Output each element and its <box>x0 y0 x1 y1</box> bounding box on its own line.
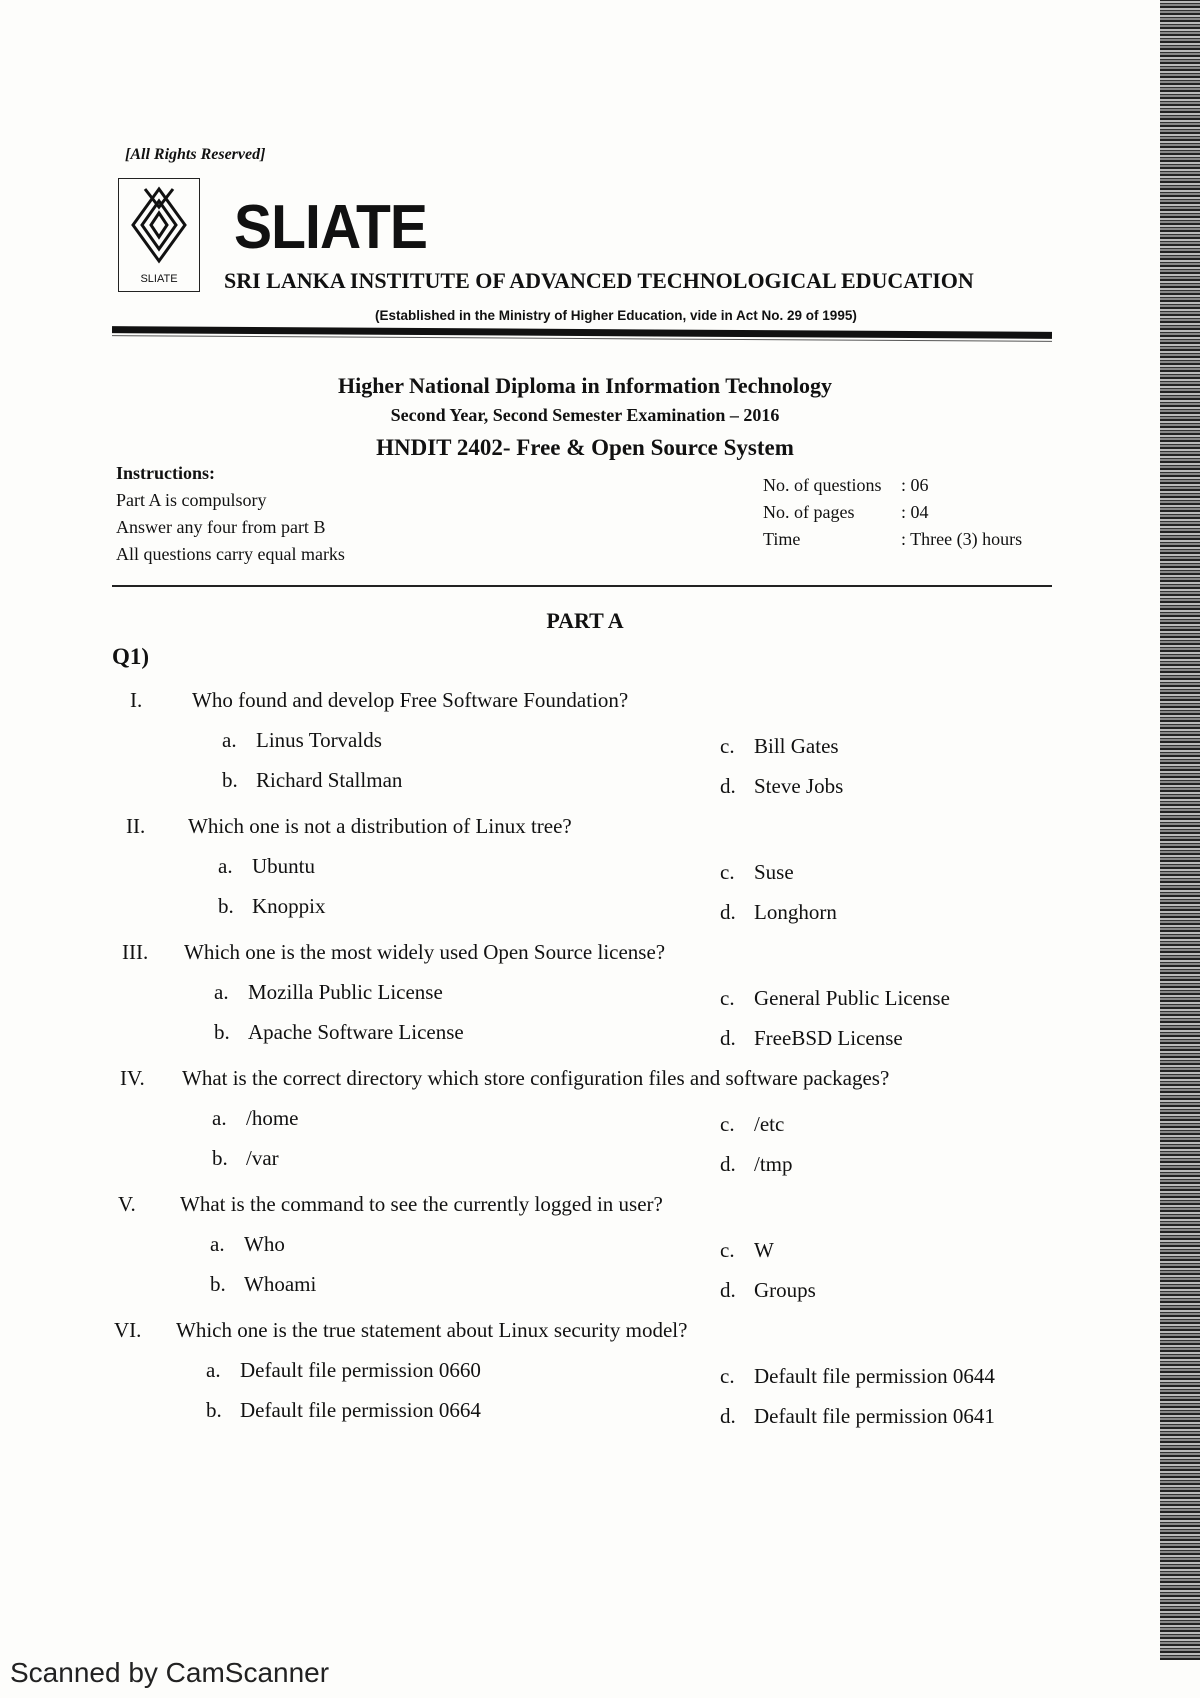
institute-logo <box>118 178 200 292</box>
option-text: Linus Torvalds <box>256 728 382 752</box>
answer-option <box>720 1364 995 1389</box>
program-title: Higher National Diploma in Information Technology <box>337 373 833 398</box>
option-text: W <box>754 1238 774 1262</box>
option-letter: a. <box>214 980 229 1004</box>
course-title: HNDIT 2402- Free & Open Source System <box>376 435 794 460</box>
institute-name: SRI LANKA INSTITUTE OF ADVANCED TECHNOLOGICAL EDUCATION <box>224 268 974 293</box>
meta-value: : Three (3) hours <box>901 529 1023 549</box>
option-letter: a. <box>218 854 233 878</box>
instructions-heading: Instructions: <box>116 463 216 483</box>
answer-option <box>720 1278 816 1303</box>
option-letter: b. <box>212 1146 228 1170</box>
option-text: Longhorn <box>754 900 837 924</box>
instructions <box>116 460 345 568</box>
answer-option <box>720 900 837 925</box>
option-text: Default file permission 0641 <box>754 1404 995 1428</box>
answer-option <box>222 768 402 793</box>
option-letter: b. <box>206 1398 222 1422</box>
option-letter: b. <box>218 894 234 918</box>
question-numeral: VI. <box>114 1318 142 1342</box>
option-text: Whoami <box>244 1272 317 1296</box>
option-text: /var <box>246 1146 279 1170</box>
answer-option <box>218 854 315 879</box>
option-text: Groups <box>754 1278 816 1302</box>
answer-option <box>720 1026 903 1051</box>
instruction-line: All questions carry equal marks <box>116 544 345 564</box>
answer-option <box>720 734 839 759</box>
option-letter: a. <box>212 1106 227 1130</box>
logo-caption: SLIATE <box>140 273 178 285</box>
option-text: Mozilla Public License <box>248 980 443 1004</box>
established-note: (Established in the Ministry of Higher Education, vide in Act No. 29 of 1995) <box>375 308 857 323</box>
option-letter: a. <box>206 1358 221 1382</box>
question-numeral: II. <box>126 814 146 838</box>
option-text: Apache Software License <box>248 1020 464 1044</box>
option-text: Default file permission 0664 <box>240 1398 481 1422</box>
meta-value: : 04 <box>901 502 929 522</box>
option-text: General Public License <box>754 986 950 1010</box>
option-letter: a. <box>210 1232 225 1256</box>
option-text: Default file permission 0644 <box>754 1364 995 1388</box>
question-numeral: V. <box>118 1192 136 1216</box>
scan-edge <box>1160 0 1200 1660</box>
answer-option <box>720 860 794 885</box>
question-number: Q1) <box>112 644 150 669</box>
answer-option <box>720 1112 784 1137</box>
question-text: Which one is not a distribution of Linux tree? <box>188 814 572 838</box>
option-text: /tmp <box>754 1152 793 1176</box>
option-text: Ubuntu <box>252 854 315 878</box>
answer-option <box>212 1146 279 1171</box>
option-letter: c. <box>720 986 735 1010</box>
option-letter: d. <box>720 1278 736 1302</box>
option-letter: a. <box>222 728 237 752</box>
option-letter: b. <box>214 1020 230 1044</box>
option-text: Bill Gates <box>754 734 839 758</box>
brand-name: SLIATE <box>234 193 428 262</box>
option-letter: d. <box>720 1404 736 1428</box>
answer-option <box>210 1232 285 1257</box>
part-heading: PART A <box>546 608 624 633</box>
exam-session: Second Year, Second Semester Examination – 2016 <box>390 405 780 425</box>
option-letter: c. <box>720 1112 735 1136</box>
answer-option <box>206 1398 481 1423</box>
answer-option <box>212 1106 299 1131</box>
meta-label: No. of pages <box>763 502 855 522</box>
option-letter: c. <box>720 734 735 758</box>
answer-option <box>206 1358 481 1383</box>
option-letter: c. <box>720 1364 735 1388</box>
option-letter: d. <box>720 774 736 798</box>
meta-label: No. of questions <box>763 475 882 495</box>
instruction-line: Answer any four from part B <box>116 517 326 537</box>
question-text: Which one is the true statement about Linux security model? <box>176 1318 688 1342</box>
option-letter: d. <box>720 900 736 924</box>
question-text: What is the correct directory which store configuration files and software packages? <box>182 1066 890 1090</box>
question-numeral: I. <box>130 688 143 712</box>
option-text: Who <box>244 1232 285 1256</box>
question-text: What is the command to see the currently logged in user? <box>180 1192 663 1216</box>
answer-option <box>222 728 382 753</box>
option-text: Knoppix <box>252 894 326 918</box>
option-letter: d. <box>720 1026 736 1050</box>
option-text: Steve Jobs <box>754 774 844 798</box>
option-text: /home <box>246 1106 299 1130</box>
answer-option <box>720 1404 995 1429</box>
question-numeral: III. <box>122 940 149 964</box>
answer-option <box>214 1020 464 1045</box>
option-letter: b. <box>222 768 238 792</box>
answer-option <box>214 980 443 1005</box>
question-text: Which one is the most widely used Open Source license? <box>184 940 666 964</box>
meta-value: : 06 <box>901 475 929 495</box>
option-text: Default file permission 0660 <box>240 1358 481 1382</box>
logo-emblem-icon <box>125 185 193 265</box>
option-letter: c. <box>720 860 735 884</box>
option-text: /etc <box>754 1112 785 1136</box>
answer-option <box>218 894 326 919</box>
option-letter: d. <box>720 1152 736 1176</box>
option-text: Richard Stallman <box>256 768 403 792</box>
answer-option <box>720 986 950 1011</box>
answer-option <box>720 1238 774 1263</box>
answer-option <box>720 1152 793 1177</box>
answer-option <box>210 1272 316 1297</box>
option-text: Suse <box>754 860 794 884</box>
exam-meta <box>763 472 1022 553</box>
option-letter: c. <box>720 1238 735 1262</box>
answer-option <box>720 774 843 799</box>
question-text: Who found and develop Free Software Foundation? <box>192 688 629 712</box>
scanner-watermark: Scanned by CamScanner <box>10 1657 330 1688</box>
instruction-line: Part A is compulsory <box>116 490 267 510</box>
option-letter: b. <box>210 1272 226 1296</box>
section-divider <box>112 585 1052 587</box>
option-text: FreeBSD License <box>754 1026 903 1050</box>
meta-label: Time <box>763 529 801 549</box>
rights-notice: [All Rights Reserved] <box>125 146 266 163</box>
question-numeral: IV. <box>120 1066 145 1090</box>
